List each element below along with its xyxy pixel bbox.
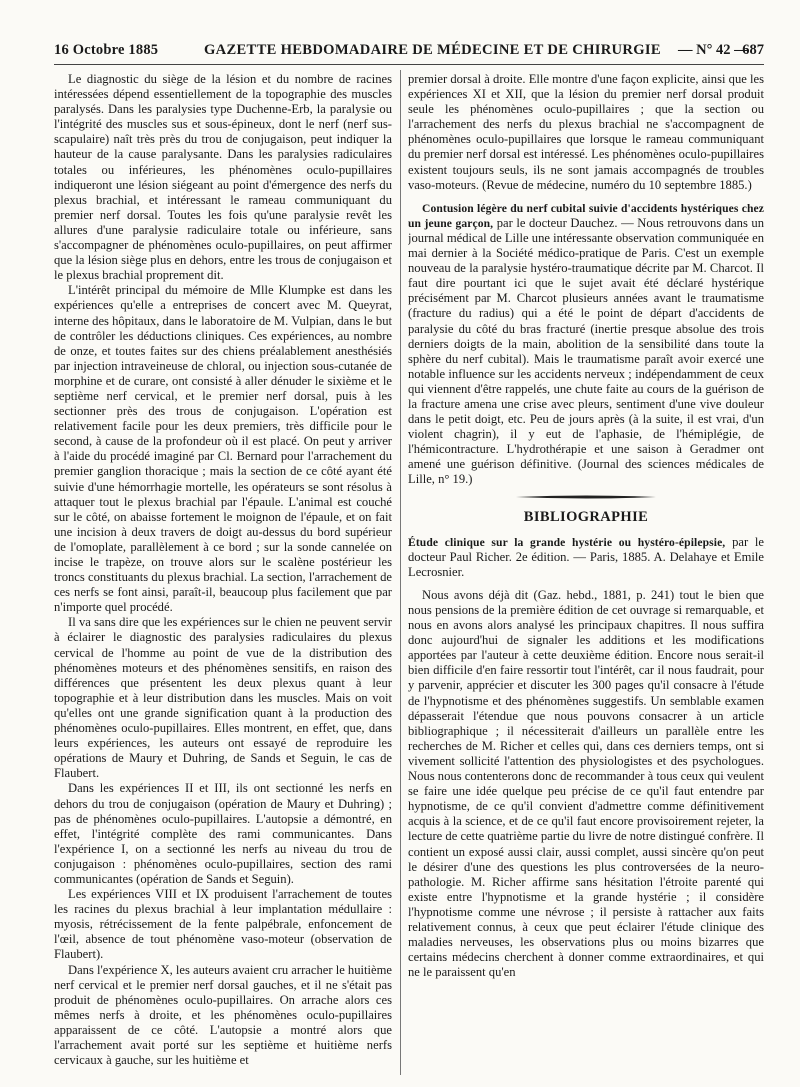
issue-date: 16 Octobre 1885 [54,42,159,58]
running-header [54,42,764,65]
bibliography-review: Nous avons déjà dit (Gaz. hebd., 1881, p. 241) tout le bien que nous pensions de la première édition de cet ouvrage si remarquable, et nous en avons alors analysé les principaux chapitres. Il nous suffira donc aujourd'hui de signaler les additions et les modifications apportées par l'auteur à cette deuxième édition. Encore nous serait-il bien difficile d'en faire ressortir tout l'intérêt, car il nous faudrait, pour y parvenir, apprécier et discuter les 300 pages qu'il consacre à l'étude de l'hypnotisme et des phénomènes suggestifs. Un semblable examen dépasserait l'étendue que nous pouvons consacrer à un article bibliographique ; il nécessiterait d'ailleurs un parallèle entre les recherches de M. Richer et celles qui, dans ces derniers temps, ont si vivement sollicité l'attention des physiologistes et des psychologues. Nous nous contenterons donc de recommander à tous ceux qui veulent se faire une idée quelque peu précise de ce qu'il faut entendre par hypnotisme, de ce qu'il convient d'admettre comme définitivement acquis à la science, et de ce qu'il faut encore provisoirement rejeter, la lecture de cette quatrième partie du livre de notre distingué confrère. Il contient un exposé aussi clair, aussi complet, aussi sincère qu'on peut le désirer d'une des questions les plus controversées de la neuro-pathologie. M. Richer affirme sans hésitation l'étroite parenté qui existe entre l'hypnotisme et la grande hystérie ; il considère l'hypnotisme comme une névrose ; il persiste à rattacher aux faits relativement connus, à ceux que peut éclairer l'étude clinique des maladies nerveuses, les observations plus ou moins bizarres que certains médecins cherchent à donner comme extraordinaires, et qui ne le paraissent qu'en [408,587,764,980]
bibliography-book-title: Étude clinique sur la grande hystérie ou hystéro-épilepsie, [408,535,726,549]
journal-title: GAZETTE HEBDOMADAIRE DE MÉDECINE ET DE CHIRURGIE [204,42,661,58]
ornament-icon [516,494,656,500]
bibliography-reference [408,535,764,580]
page-number: 687 [742,42,764,58]
ornamental-rule [516,494,656,500]
paragraph: Dans l'expérience X, les auteurs avaient cru arracher le huitième nerf cervical et le premier nerf dorsal gauches, et il ne s'était pas produit de phénomènes oculo-pupillaires. On arrache alors ces mêmes nerfs à droite, et les phénomènes oculo-pupillaires apparaissent de ce côté. L'autopsie a montré alors que l'arrachement avait porté sur les septième et huitième nerfs cervicaux à gauche, sur les huitième et [54,962,392,1068]
paragraph: Le diagnostic du siège de la lésion et du nombre de racines intéressées dépend essentiellement de la topographie des muscles paralysés. Dans les paralysies type Duchenne-Erb, la paralysie ou l'intégrité des muscles sus et sous-épineux, dont le nerf (nerf sus-scapulaire) naît très près du trou de conjugaison, peut indiquer la hauteur de la cause paralysante. Dans les paralysies radiculaires totales ou inférieures, les phénomènes oculo-pupillaires indiqueront une lésion siégeant au point d'émergence des nerfs du plexus brachial, et intéressant le rameau communiquant du premier nerf dorsal. Toutes les fois qu'une paralysie revêt les allures d'une paralysie radiculaire totale ou inférieure, sans s'accompagner de phénomènes oculo-pupillaires, on peut affirmer que la lésion siège plus en dehors, entre les trous de conjugaison et le plexus brachial proprement dit. [54,72,392,283]
column-divider [400,70,401,1075]
bibliography-book-ref: par le docteur Paul Richer. 2e édition. — Paris, 1885. A. Delahaye et Emile Lecrosnier. [408,534,764,579]
bibliography-heading: BIBLIOGRAPHIE [523,508,649,525]
continued-paragraph: premier dorsal à droite. Elle montre d'une façon explicite, ainsi que les expériences XI et XII, que la lésion du premier nerf dorsal produit seule les phénomènes oculo-pupillaires ; que la section ou l'arrachement des nerfs du plexus brachial ne s'accompagnent de phénomènes oculo-pupillaires que lorsque le rameau communiquant du premier nerf dorsal est intéressé. Les phénomènes oculo-pupillaires existent toujours seuls, ils ne sont jamais accompagnés de troubles vaso-moteurs. (Revue de médecine, numéro du 10 septembre 1885.) [408,72,764,192]
paragraph: Les expériences VIII et IX produisent l'arrachement de toutes les racines du plexus brachial à leur implantation médullaire : myosis, rétrécissement de la fente palpébrale, enfoncement de l'œil, absence de tout phénomène vaso-moteur (observation de Flaubert). [54,887,392,962]
paragraph: Il va sans dire que les expériences sur le chien ne peuvent servir à éclairer le diagnostic des paralysies radiculaires du plexus cervical de l'homme au point de vue de la distribution des phénomènes moteurs et des phénomènes sensitifs, en raison des différences que présentent les deux plexus quant à leur topographie et à leur distribution dans les muscles. Mais on voit qu'elles ont une grande signification quant à la production des phénomènes oculo-pupillaires. Elles montrent, en effet, que, dans leurs expériences, les auteurs ont essayé de reproduire les opérations de Maury et Duhring, de Sands et Seguin, le cas de Flaubert. [54,615,392,781]
issue-number: — N° 42 — [678,42,749,58]
paragraph: Dans les expériences II et III, ils ont sectionné les nerfs en dehors du trou de conjugaison (opération de Maury et Duhring) ; pas de phénomènes oculo-pupillaires. L'autopsie a démontré, en effet, l'intégrité complète des rami communicantes. Dans l'expérience I, on a sectionné les nerfs au niveau du trou de conjugaison : phénomènes oculo-pupillaires, section des rami communicantes (opération de Sands et Seguin). [54,781,392,886]
contusion-text: — Nous retrouvons dans un journal médical de Lille une intéressante observation communiquée en mai dernier à la Société médico-pratique de Paris. C'est un exemple nouveau de la paralysie hystéro-traumatique décrite par M. Charcot. Il faut dire pourtant ici que le sujet avait été déclaré hystérique précisément par M. Charcot plusieurs années avant le traumatisme (fracture du radius) qui a été le point de départ d'accidents de paralysie du côté du bras fracturé (inertie presque absolue des trois derniers doigts de la main, abolition de la sensibilité dans toute la sphère du nerf cubital). Mais le traumatisme paraît avoir exercé une notable influence sur les accidents nerveux ; indépendamment de ceux qui viennent d'être rappelés, une chute faite au cours de la guérison de la fracture amena une crise avec pleurs, sentiment d'une vive douleur dans le petit doigt, etc. Peu de jours après (à la suite, il est vrai, d'un violent chagrin), il y eut de l'aphasie, de l'hémiplégie, de l'hémicontracture. L'hydrothérapie et une saison à Geradmer ont amené une guérison définitive. (Journal des sciences médicales de Lille, n° 19.) [408,215,764,487]
contusion-author: par le docteur Dauchez. [496,215,618,230]
left-column [54,72,392,1072]
paragraph: L'intérêt principal du mémoire de Mlle Klumpke est dans les expériences qu'elle a entreprises de concert avec M. Queyrat, interne des hôpitaux, dans le laboratoire de M. Vulpian, dans le but de contrôler les déductions cliniques. Ces expériences, au nombre de onze, et toutes faites sur des chiens préalablement anesthésiés par injection intraveineuse de chloral, ou injection sous-cutanée de morphine et de curare, ont consisté à aller dénuder le sixième et le septième nerf cervical, et le premier nerf dorsal, puis à les sectionner près des trous de conjugaison. L'opération est relativement facile pour les deux premiers, très difficile pour le second, à cause de la profondeur où il est placé. On peut y arriver à l'aide du procédé imaginé par Cl. Bernard pour l'arrachement du premier ganglion thoracique ; mais la section de ce côté ayant été suivie d'une hémorrhagie mortelle, les opérateurs se sont résolus à attaquer tout le plexus brachial par l'épaule. L'animal est couché sur le côté, on abaisse fortement le moignon de l'épaule, et on fait une incision à deux travers de doigt au-dessus du bord supérieur de l'omoplate, parallèlement à ce bord ; sur la sonde cannelée on incise le trapèze, on trouve alors sur le scalène postérieur les troncs constituants du plexus brachial. La section, l'arrachement de ces nerfs se font ainsi, paraît-il, beaucoup plus facilement que par n'importe quel procédé. [54,283,392,615]
contusion-title: Contusion légère du nerf cubital suivie d'accidents hystériques chez un jeune garçon, [408,201,764,230]
contusion-article [408,201,764,488]
right-column [408,72,764,1072]
